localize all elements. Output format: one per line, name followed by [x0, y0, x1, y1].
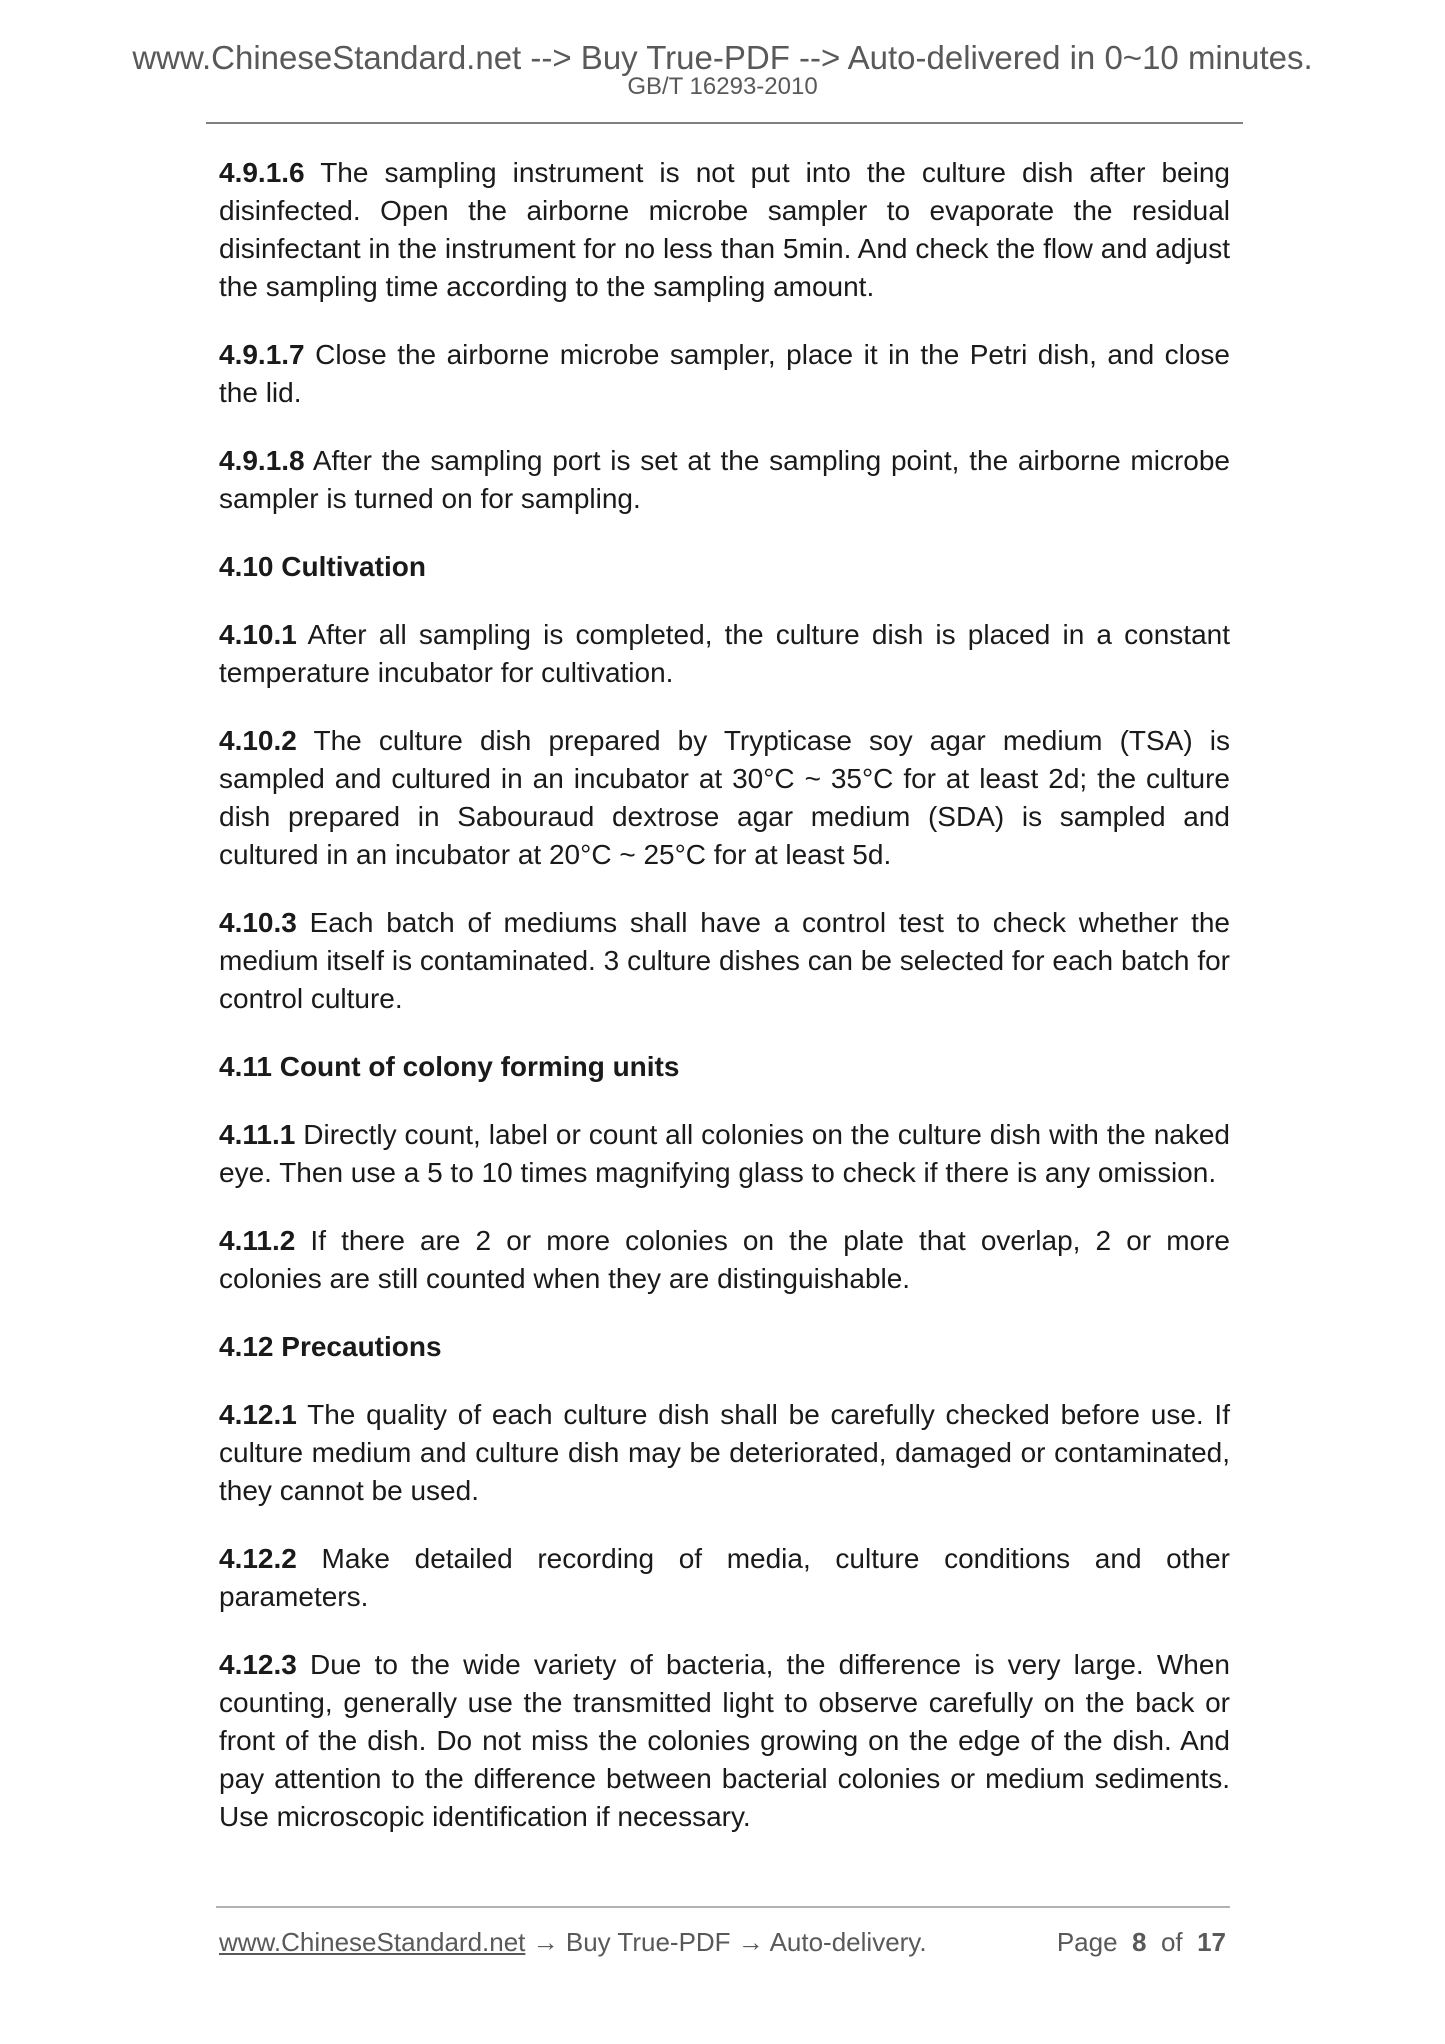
clause-text: Directly count, label or count all colonies on the culture dish with the naked eye. Then use a 5 to 10 times magnifying glass to check if there is any omission.: [219, 1119, 1230, 1188]
clause-4-12-3: [219, 1646, 1230, 1836]
clause-text: If there are 2 or more colonies on the plate that overlap, 2 or more colonies are still counted when they are distinguishable.: [219, 1225, 1230, 1294]
clause-number: 4.10.3: [219, 907, 297, 938]
clause-number: 4.10.1: [219, 619, 297, 650]
clause-number: 4.11.2: [219, 1225, 296, 1256]
clause-4-10-1: [219, 616, 1230, 692]
clause-4-12-1: [219, 1396, 1230, 1510]
clause-text: The quality of each culture dish shall be carefully checked before use. If culture medium and culture dish may be deteriorated, damaged or contaminated, they cannot be used.: [219, 1399, 1230, 1506]
top-banner: www.ChineseStandard.net --> Buy True-PDF --> Auto-delivered in 0~10 minutes.: [132, 39, 1313, 76]
clause-4-9-1-7: [219, 336, 1230, 412]
clause-number: 4.12.3: [219, 1649, 297, 1680]
section-heading-precautions: 4.12 Precautions: [219, 1331, 442, 1362]
clause-number: 4.9.1.7: [219, 339, 305, 370]
clause-number: 4.9.1.8: [219, 445, 305, 476]
page-indicator: [1057, 1922, 1226, 1962]
section-heading-cultivation: 4.10 Cultivation: [219, 551, 426, 582]
document-body: [219, 154, 1230, 1866]
clause-text: Close the airborne microbe sampler, place it in the Petri dish, and close the lid.: [219, 339, 1230, 408]
page-footer: [219, 1922, 1230, 1962]
clause-number: 4.12.2: [219, 1543, 297, 1574]
clause-text: The culture dish prepared by Trypticase soy agar medium (TSA) is sampled and cultured in an incubator at 30°C ~ 35°C for at least 2d; the culture dish prepared in Sabouraud dextrose agar medium (SDA) is sampled and cultured in an incubator at 20°C ~ 25°C for at least 5d.: [219, 725, 1230, 870]
clause-4-12-2: [219, 1540, 1230, 1616]
footer-tagline: → Buy True-PDF → Auto-delivery.: [525, 1927, 927, 1957]
clause-4-10-2: [219, 722, 1230, 874]
section-heading-colony-count: 4.11 Count of colony forming units: [219, 1051, 680, 1082]
clause-4-9-1-8: [219, 442, 1230, 518]
footer-divider: [216, 1906, 1230, 1908]
clause-text: After the sampling port is set at the sampling point, the airborne microbe sampler is turned on for sampling.: [219, 445, 1230, 514]
footer-site-link[interactable]: www.ChineseStandard.net: [219, 1927, 526, 1957]
clause-4-9-1-6: [219, 154, 1230, 306]
page-of-label: of: [1160, 1927, 1183, 1957]
clause-number: 4.11.1: [219, 1119, 296, 1150]
clause-text: Each batch of mediums shall have a control test to check whether the medium itself is contaminated. 3 culture dishes can be selected for each batch for control culture.: [219, 907, 1230, 1014]
standard-code: GB/T 16293-2010: [627, 73, 818, 100]
clause-number: 4.10.2: [219, 725, 297, 756]
header-divider: [206, 122, 1243, 124]
clause-number: 4.9.1.6: [219, 157, 305, 188]
clause-text: After all sampling is completed, the culture dish is placed in a constant temperature incubator for cultivation.: [219, 619, 1230, 688]
clause-text: The sampling instrument is not put into the culture dish after being disinfected. Open the airborne microbe sampler to evaporate the residual disinfectant in the instrument for no less than 5min. And check the flow and adjust the sampling time according to the sampling amount.: [219, 157, 1230, 302]
page-total: 17: [1197, 1927, 1226, 1957]
clause-4-11-2: [219, 1222, 1230, 1298]
clause-text: Make detailed recording of media, culture conditions and other parameters.: [219, 1543, 1230, 1612]
page-current: 8: [1132, 1927, 1147, 1957]
page-label: Page: [1056, 1927, 1118, 1957]
clause-number: 4.12.1: [219, 1399, 297, 1430]
clause-4-11-1: [219, 1116, 1230, 1192]
clause-text: Due to the wide variety of bacteria, the difference is very large. When counting, generally use the transmitted light to observe carefully on the back or front of the dish. Do not miss the colonies growing on the edge of the dish. And pay attention to the difference between bacterial colonies or medium sediments. Use microscopic identification if necessary.: [219, 1649, 1230, 1832]
footer-left: [219, 1922, 927, 1962]
clause-4-10-3: [219, 904, 1230, 1018]
